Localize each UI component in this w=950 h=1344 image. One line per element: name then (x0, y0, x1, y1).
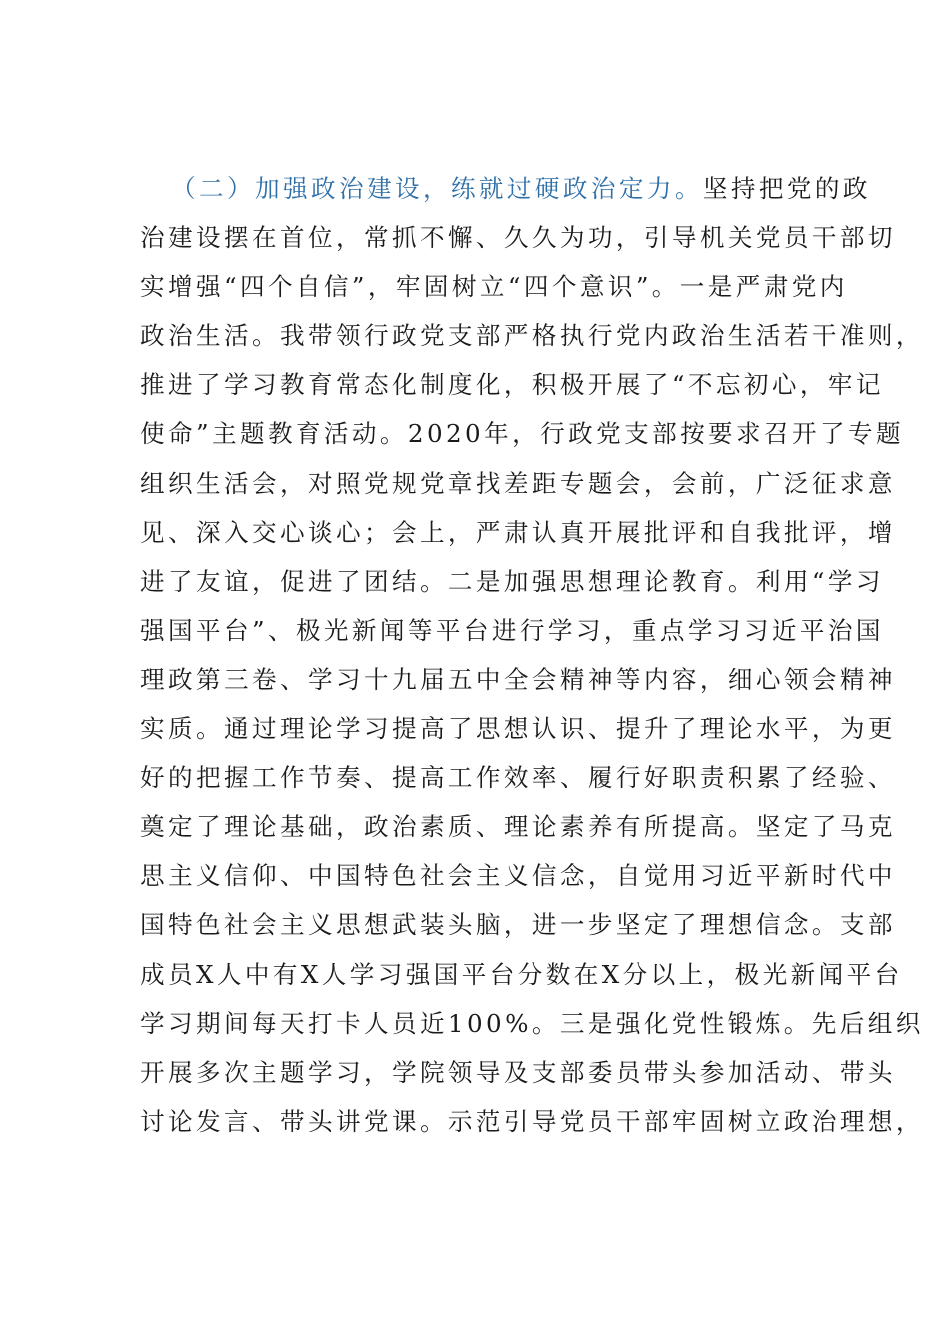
text-line: 强国平台”、极光新闻等平台进行学习，重点学习习近平治国 (140, 615, 884, 645)
text-line: 国特色社会主义思想武装头脑，进一步坚定了理想信念。支部 (140, 910, 896, 940)
text-line: 实质。通过理论学习提高了思想认识、提升了理论水平，为更 (140, 714, 896, 744)
text-line: 推进了学习教育常态化制度化，积极开展了“不忘初心，牢记 (140, 370, 884, 400)
text-line: 见、深入交心谈心；会上，严肃认真开展批评和自我批评，增 (140, 517, 896, 547)
text-line: 组织生活会，对照党规党章找差距专题会，会前，广泛征求意 (140, 468, 896, 498)
text-line: 学习期间每天打卡人员近100%。三是强化党性锻炼。先后组织 (140, 1008, 924, 1038)
text-line: 坚持把党的政 (702, 174, 871, 203)
text-line: 理政第三卷、学习十九届五中全会精神等内容，细心领会精神 (140, 664, 896, 694)
text-line: 奠定了理论基础，政治素质、理论素养有所提高。坚定了马克 (140, 812, 896, 842)
text-line: 治建设摆在首位，常抓不懈、久久为功，引导机关党员干部切 (140, 223, 896, 253)
text-line: 好的把握工作节奏、提高工作效率、履行好职责积累了经验、 (140, 763, 896, 793)
paragraph-first-line (140, 164, 871, 213)
text-line: 思主义信仰、中国特色社会主义信念，自觉用习近平新时代中 (140, 861, 896, 891)
text-line: 进了友谊，促进了团结。二是加强思想理论教育。利用“学习 (140, 566, 884, 596)
section-heading: （二）加强政治建设，练就过硬政治定力。 (171, 174, 703, 203)
text-line: 使命”主题教育活动。2020年，行政党支部按要求召开了专题 (140, 419, 905, 449)
text-line: 政治生活。我带领行政党支部严格执行党内政治生活若干准则， (140, 321, 924, 351)
text-line: 开展多次主题学习，学院领导及支部委员带头参加活动、带头 (140, 1057, 896, 1087)
text-line: 成员X人中有X人学习强国平台分数在X分以上，极光新闻平台 (140, 959, 903, 989)
text-line: 讨论发言、带头讲党课。示范引导党员干部牢固树立政治理想， (140, 1106, 924, 1136)
text-line: 实增强“四个自信”，牢固树立“四个意识”。一是严肃党内 (140, 272, 848, 302)
body-paragraph (140, 164, 924, 1146)
